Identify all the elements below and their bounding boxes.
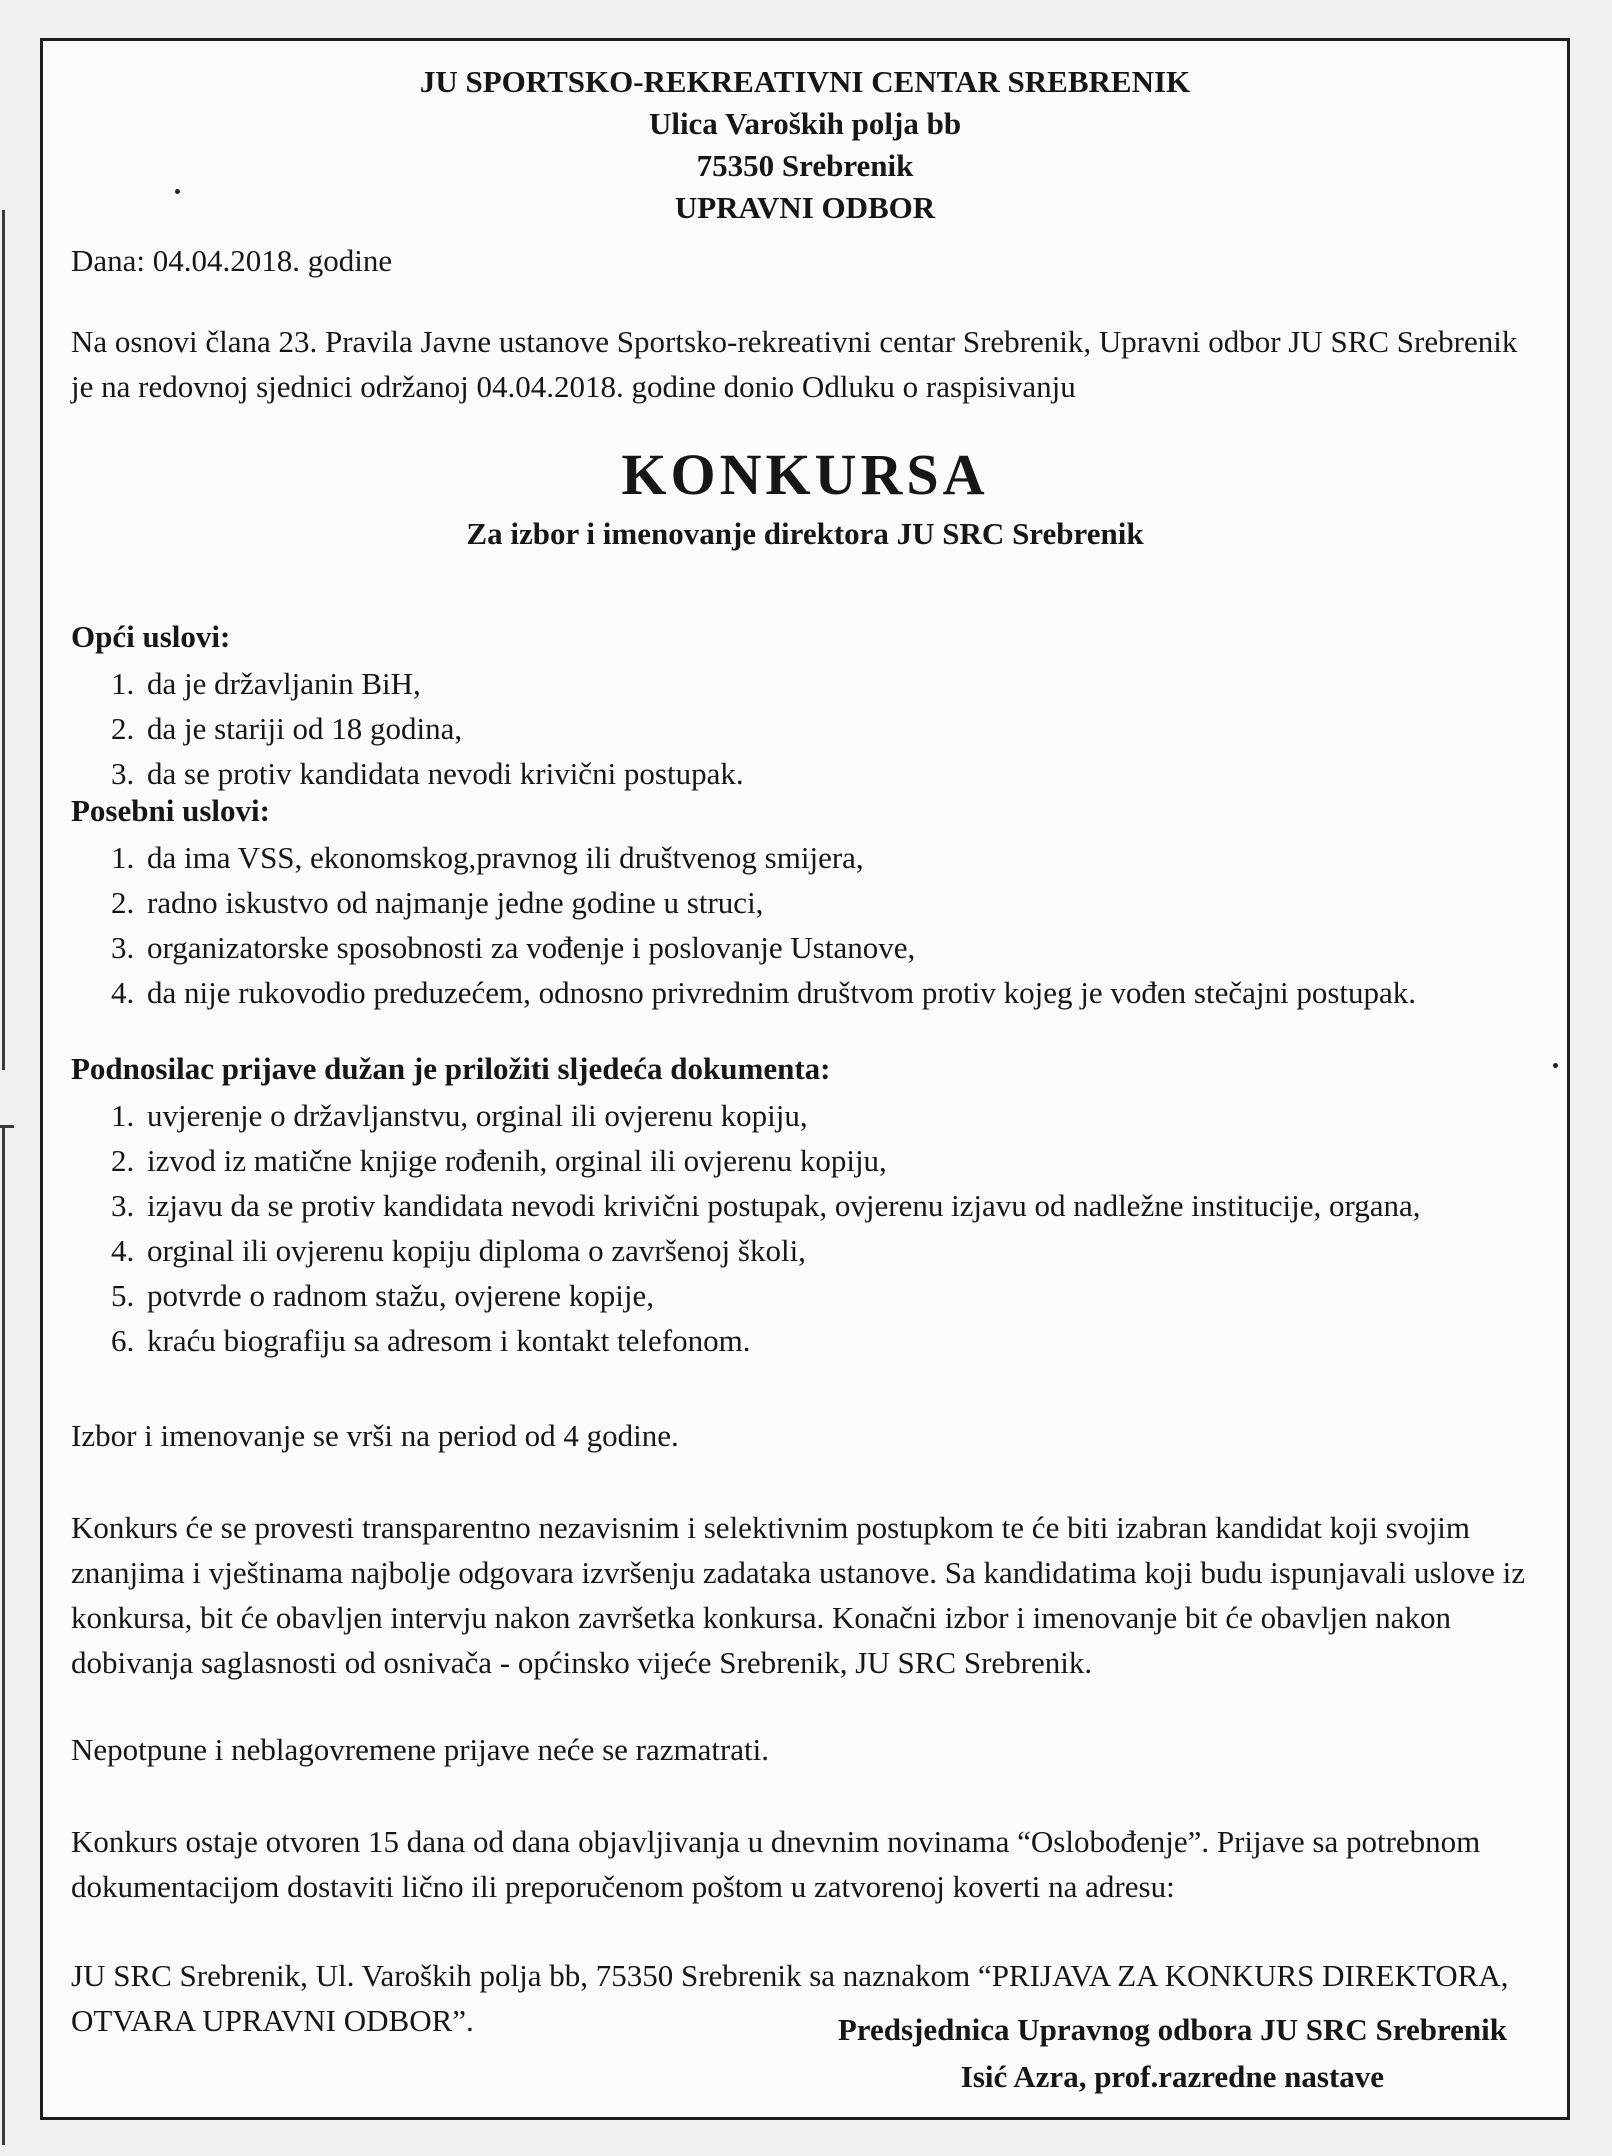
list-item: 1. da je državljanin BiH, [111,666,421,701]
print-speck [1553,1063,1558,1068]
letterhead [43,61,1567,229]
notice-frame [40,38,1570,2120]
incomplete-applications-paragraph: Nepotpune i neblagovremene prijave neće se razmatrati. [71,1732,770,1767]
document-title: KONKURSA [621,442,989,507]
city-postcode: 75350 Srebrenik [696,148,914,183]
selection-process-paragraph: Konkurs će se provesti transparentno nezavisnim i selektivnim postupkom te će biti izabran kandidat koji svojim znanjima i vještinama najbolje odgovara izvršenju zadataka ustanove. Sa kandidatima koji budu ispunjavali uslove iz konkursa, bit će obavljen intervju nakon završetka konkursa. Konačni izbor i imenovanje bit će obavljen nakon dobivanja saglasnosti od osnivača - općinsko vijeće Srebrenik, JU SRC Srebrenik. [71,1510,1526,1680]
special-conditions-heading: Posebni uslovi: [71,793,270,828]
list-item: 2. izvod iz matične knjige rođenih, orginal ili ovjerenu kopiju, [111,1143,887,1178]
list-item: 4. da nije rukovodio preduzećem, odnosno privrednim društvom protiv kojeg je vođen stečajni postupak. [111,975,1417,1010]
list-item: 3. organizatorske sposobnosti za vođenje i poslovanje Ustanove, [111,930,916,965]
signature-block [838,2006,1507,2100]
list-item: 2. radno iskustvo od najmanje jedne godine u struci, [111,885,764,920]
list-item: 3. da se protiv kandidata nevodi krivični postupak. [111,756,744,791]
general-conditions-heading: Opći uslovi: [71,619,231,654]
required-documents-heading: Podnosilac prijave dužan je priložiti sljedeća dokumenta: [71,1051,831,1086]
signatory-role: Predsjednica Upravnog odbora JU SRC Srebrenik [837,2012,1507,2047]
left-margin-rule-upper [2,210,5,1070]
governing-body: UPRAVNI ODBOR [674,190,936,225]
list-item: 1. da ima VSS, ekonomskog,pravnog ili društvenog smijera, [111,840,864,875]
required-documents-list [111,1093,1551,1363]
organization-name: JU SPORTSKO-REKREATIVNI CENTAR SREBRENIK [419,64,1191,99]
special-conditions-list [111,835,1551,1015]
list-item: 1. uvjerenje o državljanstvu, orginal ili ovjerenu kopiju, [111,1098,808,1133]
term-paragraph: Izbor i imenovanje se vrši na period od 4 godine. [71,1418,679,1453]
submission-address: JU SRC Srebrenik, Ul. Varoških polja bb, 75350 Srebrenik sa naznakom “PRIJAVA ZA KONKURS DIREKTORA, OTVARA UPRAVNI ODBOR”. [71,1958,1509,2038]
signatory-name: Isić Azra, prof.razredne nastave [960,2059,1385,2094]
document-subtitle: Za izbor i imenovanje direktora JU SRC Srebrenik [466,516,1144,551]
intro-paragraph: Na osnovi člana 23. Pravila Javne ustanove Sportsko-rekreativni centar Srebrenik, Upravni odbor JU SRC Srebrenik je na redovnoj sjednici održanoj 04.04.2018. godine donio Odluku o raspisivanju [71,324,1518,404]
street-address: Ulica Varoških polja bb [648,106,962,141]
left-margin-tick [0,1125,14,1128]
list-item: 3. izjavu da se protiv kandidata nevodi krivični postupak, ovjerenu izjavu od nadležne institucije, organa, [111,1188,1421,1223]
list-item: 6. kraću biografiju sa adresom i kontakt telefonom. [111,1323,751,1358]
general-conditions-list [111,661,1551,796]
list-item: 2. da je stariji od 18 godina, [111,711,463,746]
left-margin-rule-lower [2,1125,5,2145]
print-speck [175,189,180,194]
list-item: 5. potvrde o radnom stažu, ovjerene kopije, [111,1278,655,1313]
submission-paragraph: Konkurs ostaje otvoren 15 dana od dana objavljivanja u dnevnim novinama “Oslobođenje”. Prijave sa potrebnom dokumentacijom dostaviti lično ili preporučenom poštom u zatvorenoj koverti na adresu: [71,1824,1481,1904]
date-line: Dana: 04.04.2018. godine [71,243,393,278]
list-item: 4. orginal ili ovjerenu kopiju diploma o završenoj školi, [111,1233,806,1268]
